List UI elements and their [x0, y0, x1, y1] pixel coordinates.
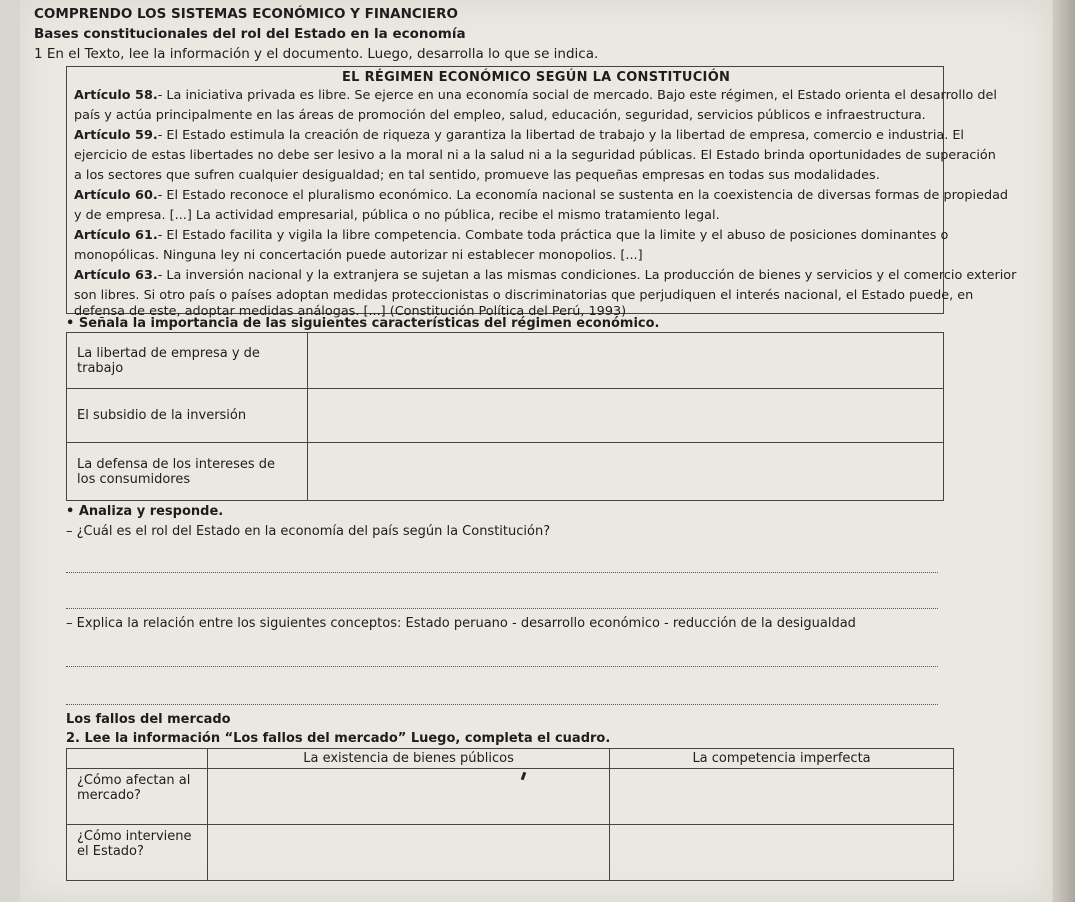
- row-label: El subsidio de la inversión: [67, 389, 308, 443]
- article-line: [74, 268, 1016, 283]
- subsection-heading: Bases constitucionales del rol del Estado en la economía: [34, 26, 466, 42]
- task-bullet-signal: • Señala la importancia de las siguientes características del régimen económico.: [66, 316, 660, 331]
- article-number: Artículo 59.: [74, 128, 158, 143]
- row-label: La libertad de empresa y de trabajo: [67, 333, 308, 389]
- article-number: Artículo 60.: [74, 188, 158, 203]
- article-text: - El Estado estimula la creación de riqueza y garantiza la libertad de trabajo y la libertad de empresa, comercio e industria. El: [157, 128, 964, 143]
- article-line: [74, 208, 720, 223]
- answer-cell[interactable]: [308, 389, 944, 443]
- answer-cell[interactable]: [610, 825, 954, 881]
- instruction-1: 1 En el Texto, lee la información y el documento. Luego, desarrolla lo que se indica.: [34, 46, 599, 62]
- answer-cell[interactable]: [308, 333, 944, 389]
- article-text: monopólicas. Ninguna ley ni concertación puede autorizar ni establecer monopolios. [...]: [74, 248, 643, 263]
- article-text: - El Estado facilita y vigila la libre competencia. Combate toda práctica que la limite y el abuso de posiciones dominantes o: [157, 228, 949, 243]
- answer-line[interactable]: [66, 572, 938, 573]
- article-line: [74, 88, 997, 103]
- article-line: [74, 228, 948, 243]
- article-line: [74, 288, 973, 303]
- article-text: país y actúa principalmente en las áreas de promoción del empleo, salud, educación, seguridad, servicios públicos e infraestructura.: [74, 108, 926, 123]
- answer-line[interactable]: [66, 608, 938, 609]
- answer-cell[interactable]: [208, 825, 610, 881]
- answer-cell[interactable]: [610, 769, 954, 825]
- row-label: La defensa de los intereses de los consumidores: [67, 443, 308, 501]
- article-line: [74, 248, 643, 263]
- section-heading: COMPRENDO LOS SISTEMAS ECONÓMICO Y FINANCIERO: [34, 6, 458, 22]
- article-text: - La iniciativa privada es libre. Se ejerce en una economía social de mercado. Bajo este régimen, el Estado orienta el desarrollo del: [157, 88, 997, 103]
- article-line: [74, 128, 964, 143]
- question-1: – ¿Cuál es el rol del Estado en la economía del país según la Constitución?: [66, 524, 551, 539]
- article-number: Artículo 58.: [74, 88, 158, 103]
- article-text: - El Estado reconoce el pluralismo económico. La economía nacional se sustenta en la coexistencia de diversas formas de propiedad: [157, 188, 1009, 203]
- article-line: [74, 108, 926, 123]
- article-text: son libres. Si otro país o países adoptan medidas proteccionistas o discriminatorias que perjudiquen el interés nacional, el Estado puede, en: [74, 288, 974, 303]
- article-text: - La inversión nacional y la extranjera se sujetan a las mismas condiciones. La producción de bienes y servicios y el comercio exterior: [157, 268, 1017, 283]
- row-label: ¿Cómo afectan al mercado?: [67, 769, 208, 825]
- answer-line[interactable]: [66, 666, 938, 667]
- article-number: Artículo 63.: [74, 268, 158, 283]
- box-title: EL RÉGIMEN ECONÓMICO SEGÚN LA CONSTITUCIÓN: [342, 70, 731, 85]
- col-header-imperfect-competition: La competencia imperfecta: [610, 749, 954, 769]
- answer-line[interactable]: [66, 704, 938, 705]
- page-edge: [1053, 0, 1075, 902]
- article-line: [74, 168, 880, 183]
- characteristics-table: [66, 332, 944, 501]
- article-number: Artículo 61.: [74, 228, 158, 243]
- article-line: [74, 188, 1008, 203]
- empty-header: [67, 749, 208, 769]
- col-header-public-goods: La existencia de bienes públicos: [208, 749, 610, 769]
- row-label: ¿Cómo interviene el Estado?: [67, 825, 208, 881]
- answer-cell[interactable]: [208, 769, 610, 825]
- article-line: [74, 148, 996, 163]
- answer-cell[interactable]: [308, 443, 944, 501]
- section-2-title: Los fallos del mercado: [66, 712, 231, 727]
- instruction-2: 2. Lee la información “Los fallos del mercado” Luego, completa el cuadro.: [66, 731, 611, 746]
- article-text: defensa de este, adoptar medidas análogas. [...] (Constitución Política del Perú, 1993): [74, 304, 627, 319]
- article-text: ejercicio de estas libertades no debe ser lesivo a la moral ni a la salud ni a la seguridad públicas. El Estado brinda oportunidades de superación: [74, 148, 996, 163]
- article-text: a los sectores que sufren cualquier desigualdad; en tal sentido, promueve las pequeñas empresas en todas sus modalidades.: [74, 168, 880, 183]
- article-text: y de empresa. [...] La actividad empresarial, pública o no pública, recibe el mismo tratamiento legal.: [74, 208, 720, 223]
- question-2: – Explica la relación entre los siguientes conceptos: Estado peruano - desarrollo económico - reducción de la desigualdad: [66, 616, 856, 631]
- market-failures-table: [66, 748, 954, 881]
- task-bullet-analyze: • Analiza y responde.: [66, 504, 224, 519]
